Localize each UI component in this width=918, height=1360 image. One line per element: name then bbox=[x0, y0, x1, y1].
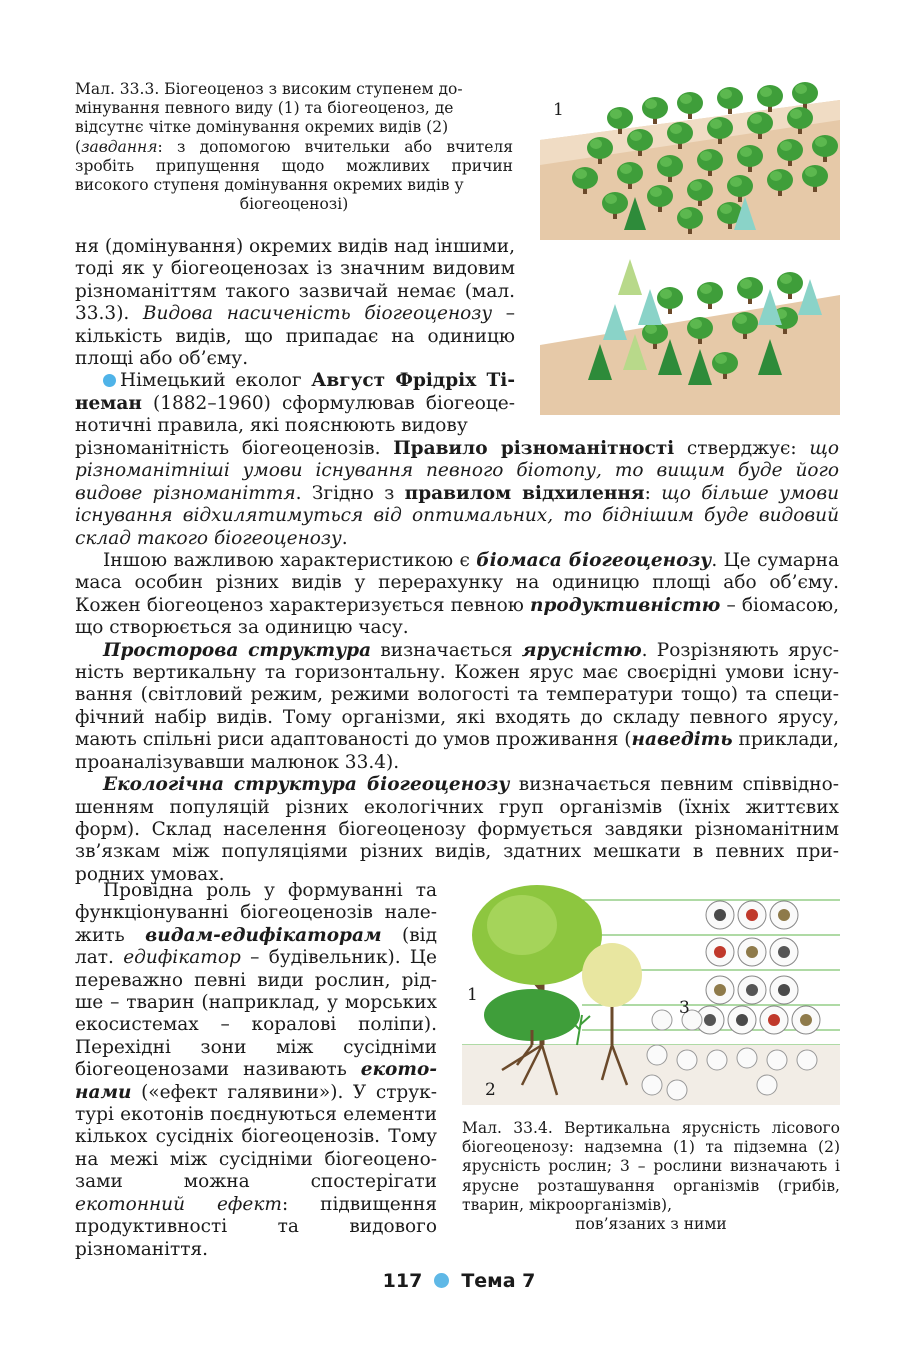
caption-task-italic: завдання bbox=[81, 137, 158, 156]
topic-label: Тема 7 bbox=[461, 1270, 536, 1292]
caption-last-line: біогеоценозі) bbox=[239, 195, 349, 214]
figure-33-4-label-3: 3 bbox=[679, 998, 690, 1018]
bullet-icon bbox=[103, 374, 116, 387]
soil-organism-icon bbox=[677, 1050, 697, 1070]
tree-icon bbox=[677, 92, 703, 119]
task-verb: наведіть bbox=[631, 729, 733, 751]
figure-33-3-forest-mixed bbox=[540, 255, 840, 415]
conifer-icon bbox=[603, 304, 627, 340]
rule-text-italic: що більше умови існування відхилятимуться від оптимальних, то біднішим буде видовий склад такого біогеоценозу bbox=[75, 482, 839, 549]
paragraph-edificators bbox=[75, 880, 437, 1261]
term-edificators: видам-едифікаторам bbox=[145, 924, 382, 946]
soil-organism-icon bbox=[767, 1050, 787, 1070]
soil-organism-icon bbox=[797, 1050, 817, 1070]
edificators-text-block bbox=[75, 880, 437, 1261]
text-span: ня (домінування) окремих видів над іншими, тоді як у біогеоценозах із значним видовим різноманіттям такого зазвичай немає (мал. 33.3). bbox=[75, 236, 515, 325]
tree-icon bbox=[642, 97, 668, 124]
text-span: . Це сумарна маса особин різних видів у перерахунку на одиницю площі або об’єму. Кожен біогеоценоз характеризується певною bbox=[75, 550, 839, 616]
conifer-icon bbox=[618, 259, 642, 295]
intro-text-block bbox=[75, 236, 515, 438]
term-ecological-structure: Екологічна структура біогеоценозу bbox=[103, 774, 510, 796]
term-productivity: продуктивністю bbox=[530, 594, 721, 616]
text-span: стверджує: bbox=[674, 438, 810, 459]
tree-icon bbox=[657, 287, 683, 314]
figure-33-4-vertical-layering bbox=[462, 880, 840, 1105]
term-ecotones: екотонами bbox=[75, 1059, 437, 1103]
figure-33-3-label-1: 1 bbox=[553, 100, 564, 120]
text-span: визначається bbox=[371, 639, 522, 661]
text-span: . Згідно з bbox=[295, 482, 405, 504]
term-ecotone-effect: екотонний ефект bbox=[75, 1193, 282, 1215]
paragraph-tineman bbox=[75, 370, 515, 437]
caption-last-line: пов’язаних з ними bbox=[575, 1215, 727, 1234]
soil-organism-icon bbox=[647, 1045, 667, 1065]
paragraph-rules bbox=[75, 438, 839, 550]
soil-organism-icon bbox=[642, 1075, 662, 1095]
figure-33-3-forest-dominant bbox=[540, 80, 840, 240]
figure-33-4-label-1: 1 bbox=[467, 985, 478, 1005]
figure-33-4-label-2: 2 bbox=[485, 1080, 496, 1100]
text-span: Німецький еколог bbox=[120, 370, 312, 392]
term-diversity-rule: Правило різноманітності bbox=[393, 438, 675, 459]
scientist-name: Август Фрідріх Тінеман bbox=[75, 370, 516, 414]
caption-text: Мал. 33.4. Вертикальна ярусність лісового біогеоценозу: надземна (1) та підземна (2) ярусність рослин; 3 – рослини визначають і ярусне розташування організмів (грибів, тварин, мікроорганізмів), bbox=[462, 1119, 840, 1214]
page-number: 117 bbox=[382, 1270, 423, 1292]
term-biomass: біомаса біогеоценозу bbox=[476, 550, 712, 572]
tree-icon bbox=[757, 85, 783, 112]
tree-icon bbox=[737, 277, 763, 304]
circle-icon bbox=[434, 1273, 449, 1288]
text-span: Іншою важливою характеристикою є bbox=[103, 550, 477, 572]
soil-organism-icon bbox=[757, 1075, 777, 1095]
paragraph-ecological-structure bbox=[75, 774, 839, 886]
paragraph-biomass bbox=[75, 550, 839, 640]
paragraph-species-saturation bbox=[75, 236, 515, 370]
soil-organism-icon bbox=[737, 1048, 757, 1068]
text-span: (від лат. bbox=[75, 924, 437, 969]
term-spatial-structure: Просторова структура bbox=[103, 639, 372, 661]
text-span: . Розрізняють ярусність вертикальну та горизонтальну. Кожен ярус має своєрідні умови існування (світловий режим, режими вологості та температури тощо) та специфічний набір видів. Тому організми, які входять до складу певного ярусу, мають спільні риси адаптованості до умов проживання ( bbox=[75, 639, 839, 751]
text-span: – біомасою, що створюється за одиницю часу. bbox=[75, 594, 839, 639]
soil-organism-icon bbox=[667, 1080, 687, 1100]
main-text-block bbox=[75, 438, 839, 886]
text-span: : підвищення продуктивності та видового різноманіття. bbox=[75, 1193, 437, 1260]
figure-33-3-caption bbox=[75, 80, 513, 214]
text-span: Провідна роль у формуванні та функціонуванні біогеоценозів належить bbox=[75, 880, 437, 946]
figure-33-4-caption bbox=[462, 1119, 840, 1234]
caption-task-text: : з допомогою вчительки або вчителя зробіть припущення щодо можливих причин високого ступеня домінування окремих видів у bbox=[75, 137, 513, 195]
text-span: (1882–1960) сформулював біогеоценотичні правила, які пояснюють видову bbox=[75, 392, 515, 437]
text-span: визначається певним співвідношенням популяцій різних екологічних груп організмів (їхніх життєвих форм). Склад населення біогеоценозу формується завдяки різноманітним зв’язкам між популяціями різних видів, здатних мешкати в певних природних умовах. bbox=[75, 774, 839, 885]
soil-organism-icon bbox=[707, 1050, 727, 1070]
caption-line: (завдання: з допомогою вчительки або вчителя зробіть припущення щодо можливих причин високого ступеня домінування окремих видів у bbox=[75, 137, 513, 195]
caption-line: мінування певного виду (1) та біогеоценоз, де bbox=[75, 99, 454, 118]
tree-icon bbox=[777, 272, 803, 299]
text-span: різноманітність біогеоценозів. bbox=[75, 438, 394, 459]
term-species-saturation: Видова насиченість біогеоценозу bbox=[142, 303, 493, 325]
soil-organism-icon bbox=[652, 1010, 672, 1030]
term-deviation-rule: правилом відхилення bbox=[404, 482, 645, 504]
rule-text-italic: що різноманітніші умови існування певного біотопу, то вищим буде його видове різноманіття bbox=[75, 438, 840, 504]
term-layering: ярусністю bbox=[521, 639, 642, 661]
text-span: приклади, проаналізувавши малюнок 33.4). bbox=[75, 729, 839, 773]
term-edificator-latin: едифікатор bbox=[123, 947, 241, 969]
text-span: («ефект галявини»). У структурі екотонів поєднуються елементи кількох сусідніх біогеоценозів. Тому на межі між сусідніми біогеоценозами можна спостерігати bbox=[75, 1081, 437, 1193]
paragraph-spatial-structure bbox=[75, 640, 839, 774]
tree-icon bbox=[717, 87, 743, 114]
caption-line: Мал. 33.3. Біогеоценоз з високим ступенем до- bbox=[75, 80, 463, 98]
caption-line: відсутнє чітке домінування окремих видів (2) bbox=[75, 118, 449, 137]
text-span: : bbox=[644, 482, 662, 504]
page-footer bbox=[0, 1270, 918, 1292]
text-span: – кількість видів, що припадає на одиницю площі або об’єму. bbox=[75, 303, 515, 370]
text-span: . bbox=[341, 527, 348, 549]
text-span: – будівельник). Це переважно певні види рослин, рідше – тварин (наприклад, у морських екосистемах – коралові поліпи). Перехідні зони між сусідніми біогеоценозами називають bbox=[75, 947, 437, 1081]
tree-icon bbox=[697, 282, 723, 309]
